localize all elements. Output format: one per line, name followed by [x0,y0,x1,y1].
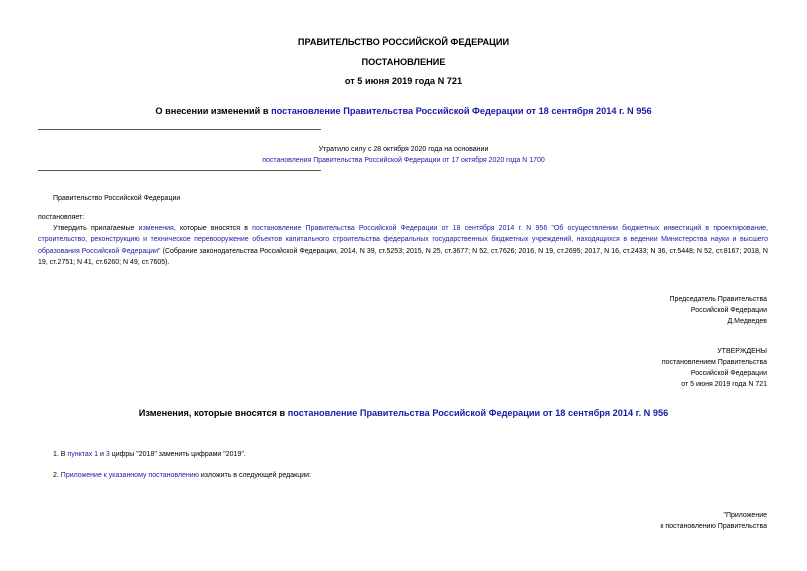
p1-text-b: , которые вносятся в [173,225,253,232]
divider-top [38,129,321,130]
item-1-link-3[interactable]: 3 [105,451,110,458]
appendix-reference: к постановлению Правительства [660,523,767,530]
item-2-text: изложить в следующей редакции: [198,472,311,479]
document-type: ПОСТАНОВЛЕНИЕ [361,57,446,67]
approved-country: Российской Федерации [690,370,767,377]
repeal-note-link[interactable]: постановления Правительства Российской Федерации от 17 октября 2020 года N 1700 [262,157,545,164]
government-heading: ПРАВИТЕЛЬСТВО РОССИЙСКОЙ ФЕДЕРАЦИИ [297,37,510,47]
resolution-paragraph [38,223,768,268]
title-link[interactable]: постановление Правительства Российской Федерации от 18 сентября 2014 г. N 956 [271,106,652,116]
signature-name: Д.Медведев [727,318,767,325]
changes-link[interactable]: изменения [138,225,174,232]
approved-label: УТВЕРЖДЕНЫ [717,348,767,355]
changes-title-prefix: Изменения, которые вносятся в [138,408,288,418]
item-1-text-a: 1. В [53,451,68,458]
decree-956-link[interactable]: постановление Правительства Российской Федерации от 18 сентября 2014 г. N 956 "Об осуществлении бюджетных инвестиций в проектирование, строительство, реконструкцию и техническое перевооружение объектов капитального строительства федеральных государственных бюджетных учреждений, находящихся в ведении Министерства науки и высшего образования Российской Федерации" [38,225,768,255]
item-1 [53,449,246,460]
changes-title [0,408,807,418]
item-2 [53,470,311,481]
item-1-text-b: и [98,451,106,458]
appendix-label: "Приложение [723,512,767,519]
government-subject: Правительство Российской Федерации [53,195,181,202]
item-1-text-c: цифры "2018" заменить цифрами "2019". [109,451,246,458]
resolves-label: постановляет: [38,214,85,221]
approved-date: от 5 июня 2019 года N 721 [681,381,767,388]
changes-title-link[interactable]: постановление Правительства Российской Федерации от 18 сентября 2014 г. N 956 [287,408,669,418]
appendix-header [660,510,767,532]
document-date-number: от 5 июня 2019 года N 721 [344,76,463,86]
item-2-number: 2. [53,472,61,479]
document-title [0,106,807,116]
signature-block [670,294,767,327]
p1-text-a: Утвердить прилагаемые [53,225,139,232]
approved-block [662,346,767,390]
repeal-note: Утратило силу с 28 октября 2020 года на основании [318,146,489,153]
p1-text-c: (Собрание законодательства Российской Федерации, 2014, N 39, ст.5253; 2015, N 25, ст.3677; N 52, ст.7626; 2016, N 19, ст.2695; 2017, N 16, ст.2433; N 36, ст.5448; N 52, ст.8167; 2018, N 19, ст.2751; N 41, ст.6260; N 49, ст.7605). [38,247,768,266]
item-2-link[interactable]: Приложение к указанному постановлению [60,472,199,479]
divider-bottom [38,170,321,171]
signature-country: Российской Федерации [690,307,767,314]
signature-position: Председатель Правительства [669,296,767,303]
title-prefix: О внесении изменений в [155,106,272,116]
item-1-link-points[interactable]: пунктах 1 [67,451,99,458]
approved-by: постановлением Правительства [661,359,767,366]
